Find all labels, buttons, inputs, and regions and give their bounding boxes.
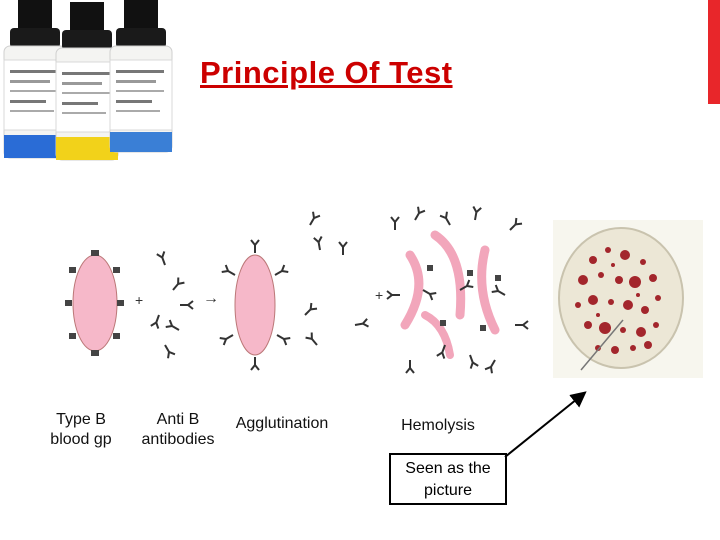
- anti-b-antibodies: [151, 251, 193, 358]
- callout-arrow-icon: [500, 385, 600, 465]
- label-anti-b-antibodies: Anti B antibodies: [141, 411, 215, 448]
- agglutination-cell: [220, 212, 369, 370]
- bottle-anti-ab: [110, 0, 172, 152]
- hemolysis-fragments: [387, 207, 528, 374]
- agglutination-diagram: [55, 195, 535, 400]
- bottle-anti-b: [56, 2, 118, 160]
- label-hemolysis: Hemolysis: [401, 417, 475, 434]
- svg-text:+: +: [135, 292, 144, 308]
- reagent-bottles-image: [0, 0, 200, 170]
- svg-text:+: +: [375, 287, 384, 303]
- label-agglutination: Agglutination: [235, 415, 329, 432]
- accent-bar: [708, 0, 720, 104]
- slide-title: Principle Of Test: [200, 55, 453, 90]
- label-type-b-blood-gp: Type B blood gp: [50, 411, 112, 448]
- seen-as-picture-callout: Seen as the picture: [389, 453, 507, 505]
- agglutination-photo: [553, 220, 703, 378]
- svg-text:→: →: [203, 290, 219, 307]
- type-b-red-cell: [65, 250, 124, 356]
